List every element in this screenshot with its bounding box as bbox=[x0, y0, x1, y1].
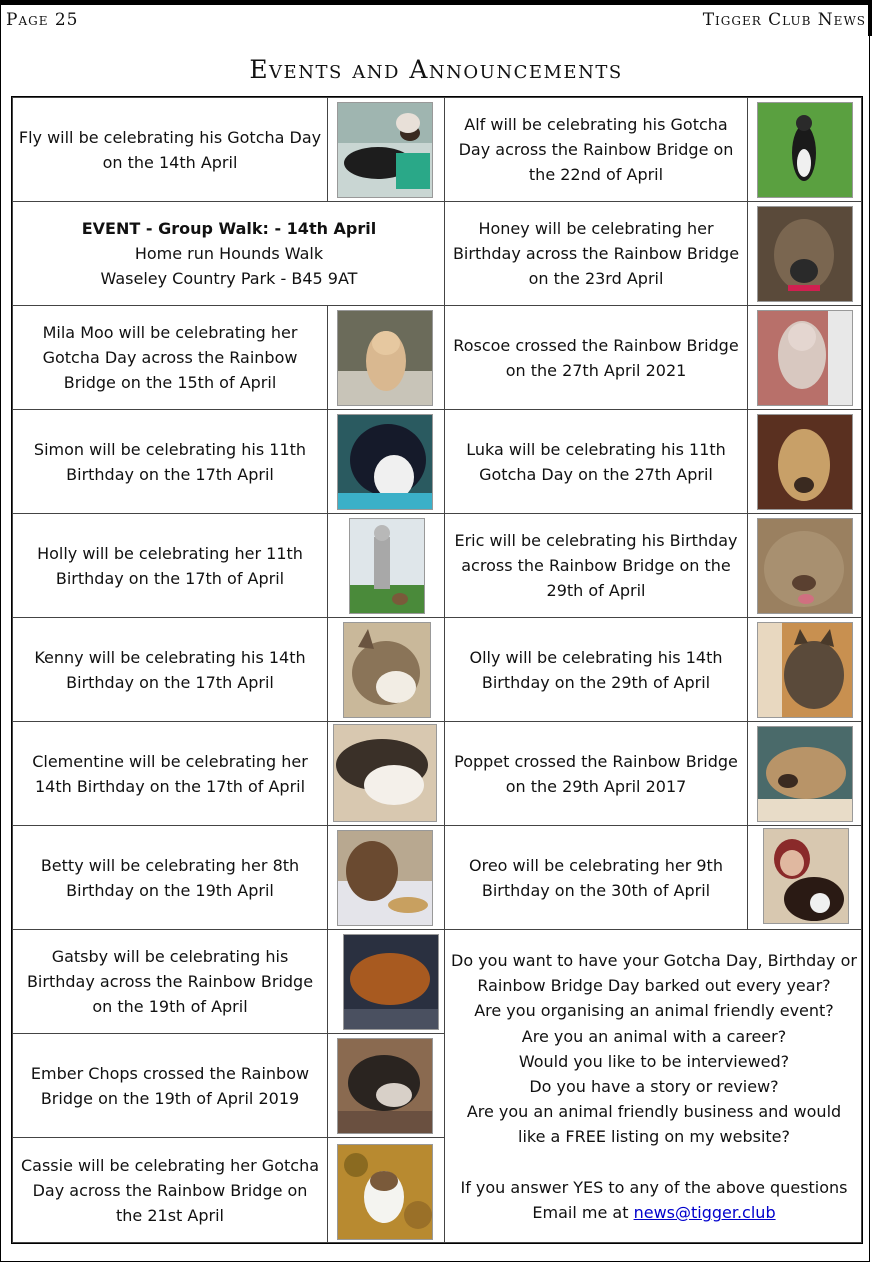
fly-dog-photo bbox=[337, 102, 433, 198]
alf-dog-photo bbox=[757, 102, 853, 198]
announcement-luka bbox=[444, 409, 862, 514]
announcement-fly bbox=[12, 97, 445, 202]
announcement-text: Simon will be celebrating his 11th Birthday on the 17th April bbox=[33, 439, 307, 484]
oreo-dog-photo bbox=[763, 828, 849, 924]
event-title: EVENT - Group Walk: - 14th April bbox=[81, 219, 377, 238]
announcement-simon bbox=[12, 409, 445, 514]
cell-divider bbox=[327, 826, 328, 929]
cell-divider bbox=[327, 618, 328, 721]
clementine-cat-photo bbox=[333, 724, 437, 822]
page-number: Page 25 bbox=[6, 10, 79, 30]
betty-dog-photo bbox=[337, 830, 433, 926]
cell-divider bbox=[327, 1034, 328, 1137]
poppet-dog-photo bbox=[757, 726, 853, 822]
promo-box bbox=[444, 929, 862, 1243]
event-location: Waseley Country Park - B45 9AT bbox=[100, 269, 358, 288]
promo-line-6: Do you have a story or review? bbox=[529, 1077, 779, 1097]
cell-divider bbox=[327, 514, 328, 617]
announcement-text: Gatsby will be celebrating his Birthday across the Rainbow Bridge on the 19th of April bbox=[26, 947, 314, 1016]
cell-divider bbox=[747, 410, 748, 513]
announcement-ember-chops bbox=[12, 1033, 445, 1138]
announcement-clementine bbox=[12, 721, 445, 826]
announcement-text: Fly will be celebrating his Gotcha Day on the 14th April bbox=[18, 127, 322, 172]
luka-dog-photo bbox=[757, 414, 853, 510]
ember-chops-dog-photo bbox=[337, 1038, 433, 1134]
announcement-text: Betty will be celebrating her 8th Birthday on the 19th April bbox=[40, 855, 300, 900]
cell-divider bbox=[747, 618, 748, 721]
promo-line-3: Are you organising an animal friendly event? bbox=[474, 1001, 834, 1021]
cell-divider bbox=[327, 722, 328, 825]
announcement-text: Olly will be celebrating his 14th Birthday on the 29th of April bbox=[469, 647, 723, 692]
mila-moo-dog-photo bbox=[337, 310, 433, 406]
promo-spacer bbox=[445, 1150, 863, 1175]
promo-line-7: Are you an animal friendly business and would bbox=[466, 1102, 842, 1122]
event-text bbox=[13, 202, 445, 305]
promo-line-1: Do you want to have your Gotcha Day, Birthday or bbox=[451, 951, 857, 970]
announcement-cassie bbox=[12, 1137, 445, 1243]
announcement-gatsby bbox=[12, 929, 445, 1034]
promo-line-5: Would you like to be interviewed? bbox=[518, 1051, 790, 1071]
promo-cta: If you answer YES to any of the above questions bbox=[460, 1177, 848, 1197]
olly-cat-photo bbox=[757, 622, 853, 718]
page-title: Events and Announcements bbox=[249, 55, 623, 84]
cell-divider bbox=[327, 306, 328, 409]
email-prefix: Email me at bbox=[532, 1202, 629, 1222]
announcements-grid bbox=[11, 96, 863, 1244]
cell-divider bbox=[747, 826, 748, 929]
roscoe-dog-photo bbox=[757, 310, 853, 406]
announcement-text: Alf will be celebrating his Gotcha Day across the Rainbow Bridge on the 22nd of April bbox=[458, 115, 734, 184]
eric-cat-photo bbox=[757, 518, 853, 614]
announcement-text: Mila Moo will be celebrating her Gotcha Day across the Rainbow Bridge on the 15th of April bbox=[42, 323, 298, 392]
gatsby-dog-photo bbox=[343, 934, 439, 1030]
announcement-oreo bbox=[444, 825, 862, 930]
promo-line-4: Are you an animal with a career? bbox=[521, 1026, 787, 1046]
announcement-roscoe bbox=[444, 305, 862, 410]
event-name: Home run Hounds Walk bbox=[134, 244, 324, 263]
email-link[interactable]: news@tigger.club bbox=[633, 1202, 776, 1222]
announcement-holly bbox=[12, 513, 445, 618]
publication-name: Tigger Club News bbox=[702, 10, 866, 30]
promo-text bbox=[445, 948, 863, 1225]
cell-divider bbox=[747, 514, 748, 617]
announcement-poppet bbox=[444, 721, 862, 826]
announcement-text: Honey will be celebrating her Birthday across the Rainbow Bridge on the 23rd April bbox=[452, 219, 740, 288]
kenny-cat-photo bbox=[343, 622, 431, 718]
announcement-text: Ember Chops crossed the Rainbow Bridge on the 19th of April 2019 bbox=[30, 1063, 310, 1108]
cell-divider bbox=[747, 202, 748, 305]
announcement-honey bbox=[444, 201, 862, 306]
announcement-text: Luka will be celebrating his 11th Gotcha Day on the 27th April bbox=[466, 439, 726, 484]
cell-divider bbox=[327, 98, 328, 201]
promo-line-8: like a FREE listing on my website? bbox=[518, 1127, 790, 1147]
cell-divider bbox=[327, 930, 328, 1033]
cell-divider bbox=[327, 1138, 328, 1242]
promo-email-line bbox=[445, 1200, 863, 1225]
announcement-text: Eric will be celebrating his Birthday across the Rainbow Bridge on the 29th of April bbox=[454, 531, 738, 600]
event-group-walk bbox=[12, 201, 445, 306]
announcement-text: Clementine will be celebrating her 14th Birthday on the 17th of April bbox=[32, 751, 308, 796]
announcement-eric bbox=[444, 513, 862, 618]
announcement-mila-moo bbox=[12, 305, 445, 410]
cell-divider bbox=[747, 98, 748, 201]
announcement-text: Roscoe crossed the Rainbow Bridge on the 27th April 2021 bbox=[453, 335, 739, 380]
announcement-text: Oreo will be celebrating her 9th Birthday on the 30th of April bbox=[469, 855, 723, 900]
holly-dog-photo bbox=[349, 518, 425, 614]
cell-divider bbox=[747, 722, 748, 825]
announcement-text: Kenny will be celebrating his 14th Birthday on the 17th April bbox=[34, 647, 306, 692]
cell-divider bbox=[747, 306, 748, 409]
announcement-text: Poppet crossed the Rainbow Bridge on the 29th April 2017 bbox=[454, 751, 738, 796]
announcement-text: Holly will be celebrating her 11th Birthday on the 17th of April bbox=[37, 543, 303, 588]
announcement-olly bbox=[444, 617, 862, 722]
cassie-dog-photo bbox=[337, 1144, 433, 1240]
announcement-kenny bbox=[12, 617, 445, 722]
announcement-alf bbox=[444, 97, 862, 202]
announcement-betty bbox=[12, 825, 445, 930]
honey-dog-photo bbox=[757, 206, 853, 302]
announcement-text: Cassie will be celebrating her Gotcha Day across the Rainbow Bridge on the 21st April bbox=[20, 1155, 320, 1225]
simon-dog-photo bbox=[337, 414, 433, 510]
promo-line-2: Rainbow Bridge Day barked out every year? bbox=[477, 976, 831, 996]
cell-divider bbox=[327, 410, 328, 513]
